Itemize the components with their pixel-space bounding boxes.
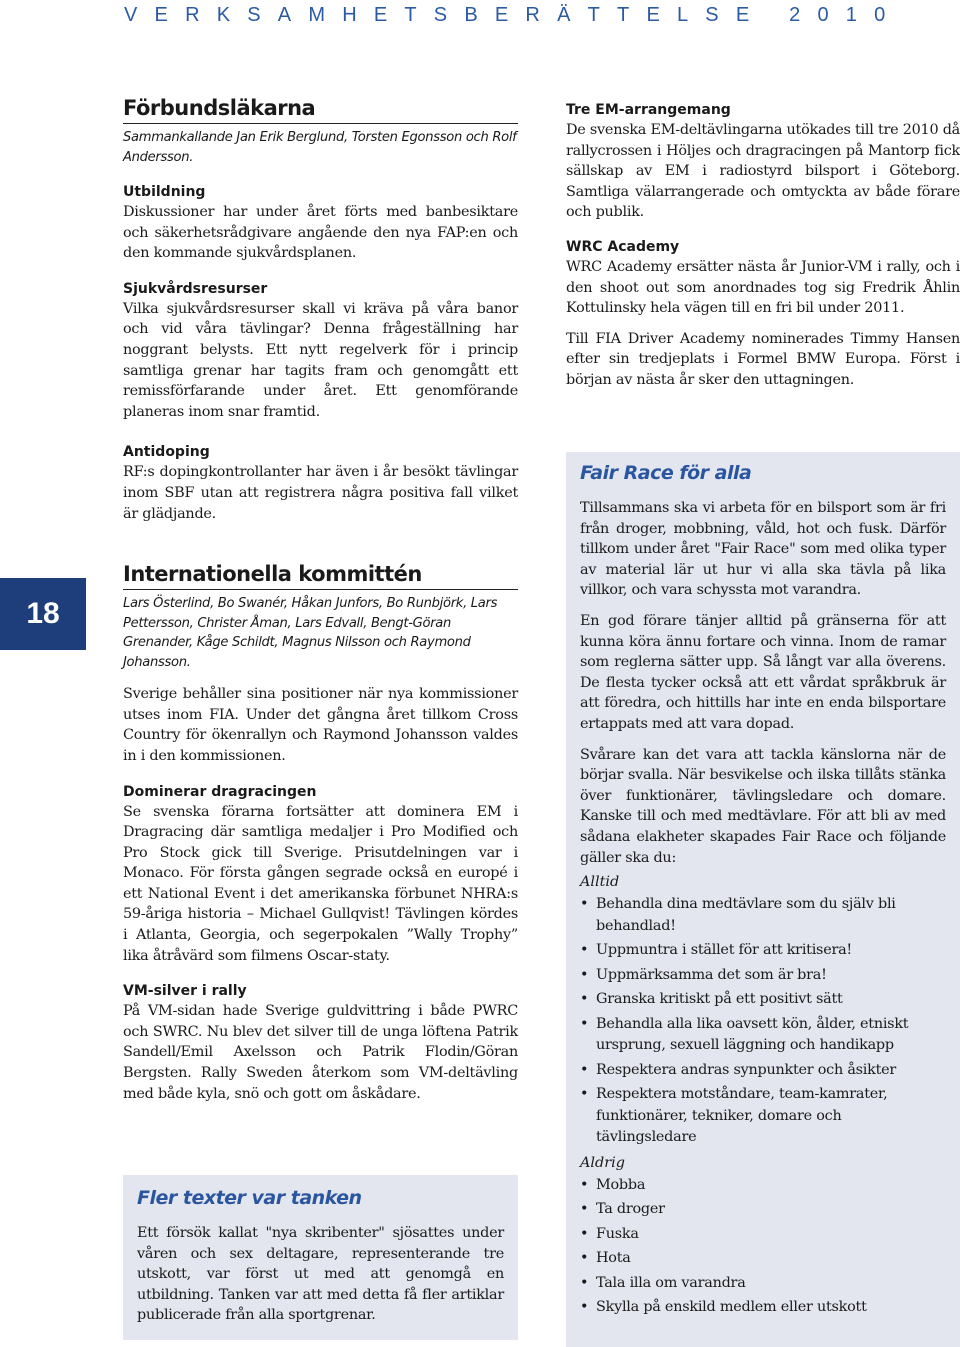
list-item: • Behandla dina medtävlare som du själv bli behandlad!: [580, 894, 946, 937]
paragraph-fair-race-3: Svårare kan det vara att tackla känslorna när de börjar svalla. När besvikelse och ilska tillåts stänka över funktionärer, tävlingsledare och domare. Kanske till och med medtävlare. För att bli av med sådana elakheter skapades Fair Race och följande gäller ska du:: [580, 746, 946, 866]
running-header: VERKSAMHETSBERÄTTELSE 2010: [124, 4, 903, 26]
section-title-forbundslakarna: Förbundsläkarna: [123, 96, 518, 124]
list-item: • Uppmuntra i stället för att kritisera!: [580, 940, 946, 962]
heading-utbildning: Utbildning: [123, 184, 206, 200]
list-item: • Ta droger: [580, 1199, 946, 1221]
members-internationella: Lars Österlind, Bo Swanér, Håkan Junfors, Bo Runbjörk, Lars Pettersson, Christer Åman, Lars Edvall, Bengt-Göran Grenander, Kåge Schildt, Magnus Nilsson och Raymond Johansson.: [123, 596, 498, 670]
heading-vm-silver: VM-silver i rally: [123, 983, 247, 1000]
paragraph-sjukvardsresurser: Vilka sjukvårdsresurser skall vi kräva på våra banor och vid våra tävlingar? Denna frågeställning har noggrant belysts. Ett nytt regelverk för i princip samtliga grenar har tagits fram och genomgått ett remissförfarande under året. Ett genomförande planeras inom snar framtid.: [123, 300, 518, 420]
paragraph-fair-race-2: En god förare tänjer alltid på gränserna för att kunna köra ännu fortare och vinna. Inom de ramar som reglerna sätter upp. Så långt var alla överens. De flesta tycker också att ett vårdat språkbruk är att föredra, och hittills har inte en enda bilsportare ertappats med att vara dopad.: [580, 612, 946, 732]
paragraph-fair-race-1: Tillsammans ska vi arbeta för en bilsport som är fri från droger, mobbning, våld, hot och fusk. Därför tillkom under året "Fair Race" som med olika typer av material lär ut hur vi alla ska tävla på lika villkor, och vara schyssta mot varandra.: [580, 500, 946, 599]
paragraph-vm-silver: På VM-sidan hade Sverige guldvittring i både PWRC och SWRC. Nu blev det silver till de unga löftena Patrik Sandell/Emil Axelsson och Patrik Flodin/Göran Bergsten. Rally Sweden återkom som VM-deltävling med både kyla, snö och gott om åskådare.: [123, 1003, 518, 1102]
right-column: [566, 100, 960, 397]
list-item: • Respektera andras synpunkter och åsikter: [580, 1060, 946, 1082]
left-column: [123, 96, 518, 1110]
heading-em-arrangemang: Tre EM-arrangemang: [566, 102, 731, 118]
label-aldrig: Aldrig: [580, 1154, 625, 1171]
heading-sjukvardsresurser: Sjukvårdsresurser: [123, 280, 268, 297]
section-title-internationella: Internationella kommittén: [123, 562, 518, 590]
list-item: • Fuska: [580, 1224, 946, 1246]
page-number: 18: [0, 578, 86, 650]
list-item: • Respektera motståndare, team-kamrater, funktionärer, tekniker, domare och tävlingsledare: [580, 1084, 946, 1149]
list-alltid: [580, 894, 946, 1149]
paragraph-em-arrangemang: De svenska EM-deltävlingarna utökades till tre 2010 då rallycrossen i Höljes och dragracingen på Mantorp fick sällskap av EM i radiostyrd bilsport i Göteborg. Samtliga välarrangerade och omtyckta av både förare och publik.: [566, 122, 960, 221]
label-alltid: Alltid: [580, 874, 620, 891]
list-item: • Tala illa om varandra: [580, 1273, 946, 1295]
box-title-fler-texter: Fler texter var tanken: [137, 1187, 362, 1209]
sidebar-box-fair-race: [566, 452, 960, 1347]
list-item: • Hota: [580, 1248, 946, 1270]
heading-wrc-academy: WRC Academy: [566, 238, 680, 255]
paragraph-wrc-academy-1: WRC Academy ersätter nästa år Junior-VM i rally, och i den shoot out som anordnades tog sig Fredrik Åhlin Kottulinsky hela vägen till en fri bil under 2011.: [566, 258, 960, 317]
box-title-fair-race: Fair Race för alla: [580, 462, 752, 484]
paragraph-fler-texter: Ett försök kallat "nya skribenter" sjösattes under våren och sex deltagare, representerande tre utskott, var först ut med att genomgå en utbildning. Tanken var att med detta få fler artiklar publicerade från alla sportgrenar.: [137, 1225, 504, 1324]
heading-antidoping: Antidoping: [123, 444, 210, 461]
paragraph-wrc-academy-2: Till FIA Driver Academy nominerades Timmy Hansen efter sin tredjeplats i Formel BMW Europa. Först i början av nästa år sker den uttagningen.: [566, 330, 960, 388]
list-item: • Granska kritiskt på ett positivt sätt: [580, 989, 946, 1011]
paragraph-dragracing: Se svenska förarna fortsätter att dominera EM i Dragracing där samtliga medaljer i Pro Modified och Pro Stock gick till Sverige. Prisutdelningen var i Monaco. För första gången segrade också en europé i ett National Event i det amerikanska förbunet NHRA:s 59-åriga historia – Michael Gullqvist! Tävlingen kördes i Atlanta, Georgia, och segerpokalen ”Wally Trophy” lika åtråvärd som filmens Oscar-staty.: [123, 803, 518, 964]
members-forbundslakarna: Sammankallande Jan Erik Berglund, Torsten Egonsson och Rolf Andersson.: [123, 130, 517, 165]
sidebar-box-fler-texter: [123, 1175, 518, 1340]
list-item: • Skylla på enskild medlem eller utskott: [580, 1297, 946, 1319]
list-aldrig: [580, 1175, 946, 1319]
list-item: • Behandla alla lika oavsett kön, ålder, etniskt ursprung, sexuell läggning och handikapp: [580, 1014, 946, 1057]
paragraph-antidoping: RF:s dopingkontrollanter har även i år besökt tävlingar inom SBF utan att registrera några positiva fall vilket är glädjande.: [123, 464, 518, 522]
paragraph-utbildning: Diskussioner har under året förts med banbesiktare och säkerhetsrådgivare angående den nya FAP:en och den kommande sjukvårdsplanen.: [123, 204, 518, 262]
heading-dragracing: Dominerar dragracingen: [123, 783, 317, 800]
list-item: • Uppmärksamma det som är bra!: [580, 965, 946, 987]
paragraph-internationella-intro: Sverige behåller sina positioner när nya kommissioner utses inom FIA. Under det gångna året tillkom Cross Country för ökenrallyn och Raymond Johansson valdes in i den kommissionen.: [123, 686, 518, 764]
list-item: • Mobba: [580, 1175, 946, 1197]
